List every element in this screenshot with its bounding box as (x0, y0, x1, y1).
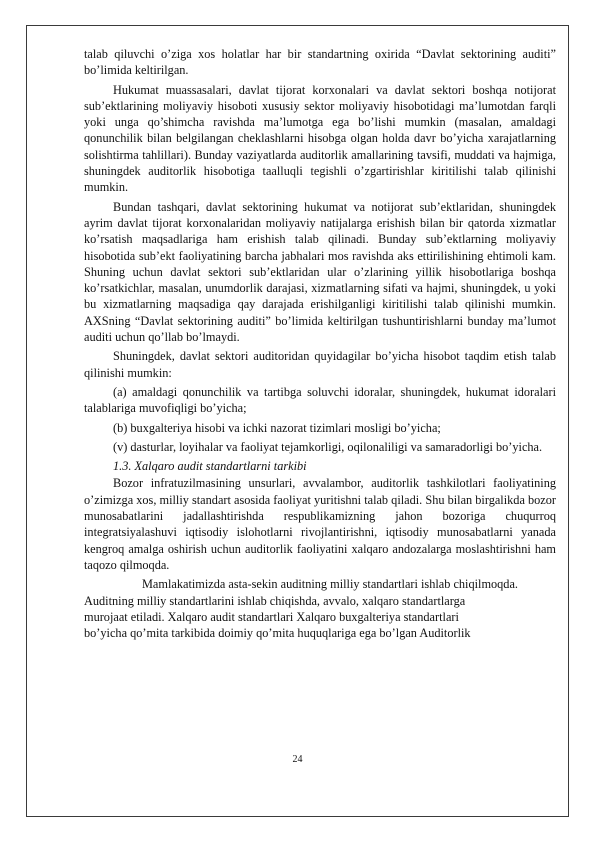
text-line: Mamlakatimizda asta-sekin auditning milliy standartlari ishlab chiqilmoqda. (142, 577, 518, 592)
paragraph-last (84, 576, 556, 641)
text-line: Auditning milliy standartlarini ishlab chiqishda, avvalo, xalqaro standartlarga (84, 593, 466, 608)
list-item-a: (a) amaldagi qonunchilik va tartibga soluvchi idoralar, shuningdek, hukumat idoralari talablariga muvofiqligi bo’yicha; (84, 384, 556, 416)
paragraph: Hukumat muassasalari, davlat tijorat korxonalari va davlat sektori boshqa notijorat sub’ektlarining moliyaviy hisoboti xususiy sektor moliyaviy hisobotidagi ma’lumotdan farqli yoki unga qo’shimcha ravishda ma’lumotga ega bo’lishi mumkin (masalan, amaldagi qonunchilik bilan belgilangan cheklashlarni hisobga olgan holda davr bo’yicha xarajatlarning solishtirma tahlillari). Bunday vaziyatlarda auditorlik amallarining tavsifi, muddati va hajmiga, shuningdek auditorlik hisobotiga taalluqli tegishli o’zgartirishlar kiritilishi talab qilinishi mumkin. (84, 82, 556, 195)
text-line: bo’yicha qo’mita tarkibida doimiy qo’mita huquqlariga ega bo’lgan Auditorlik (84, 626, 471, 641)
text-line: murojaat etiladi. Xalqaro audit standartlari Xalqaro buxgalteriya standartlari (84, 609, 459, 624)
paragraph-continued: talab qiluvchi o’ziga xos holatlar har bir standartning oxirida “Davlat sektorining auditi” bo’limida keltirilgan. (84, 47, 556, 78)
list-item-v: (v) dasturlar, loyihalar va faoliyat tejamkorligi, oqilonaliligi va samaradorligi bo’yicha. (113, 439, 543, 454)
page-number: 24 (292, 754, 303, 765)
paragraph: Bozor infratuzilmasining unsurlari, avvalambor, auditorlik tashkilotlari faoliyatining o’zimizga xos, milliy standart asosida faoliyat yuritishni talab qiladi. Shu bilan birgalikda bozor munosabatlarini jadallashtirishda respublikamizning jahon bozoriga chuqurroq integratsiyalashuvi iqtisodiy islohotlarni rivojlantirishni, iqtisodiy munosabatlarni yanada kengroq amalga oshirish uchun auditorlik faoliyatini xalqaro andozalarga moslashtirishni ham taqozo qilmoqda. (84, 476, 556, 572)
list-item-b: (b) buxgalteriya hisobi va ichki nazorat tizimlari mosligi bo’yicha; (113, 420, 441, 435)
document-body (84, 46, 556, 641)
section-heading: 1.3. Xalqaro audit standartlarni tarkibi (113, 459, 307, 474)
paragraph: Bundan tashqari, davlat sektorining hukumat va notijorat sub’ektlaridan, shuningdek ayrim davlat tijorat korxonalaridan moliyaviy natijalarga erishish bilan bir qatorda xizmatlar ko’rsatish maqsadlariga ham erishish talab qilinadi. Bunday sub’ektlarning moliyaviy hisobotida sub’ekt faoliyatining barcha jabhalari mos ravishda aks ettirilishining ehtimoli kam. Shuning uchun davlat sektori sub’ektlaridan ular o’zlarining yillik hisobotlariga boshqa ko’rsatkichlar, masalan, unumdorlik darajasi, xizmatlarning sifati va hajmi, shuningdek, u yoki bu xizmatlarning maqsadiga qay darajada erishilganligi kiritilishi talab qilinishi mumkin. AXSning “Davlat sektorining auditi” bo’limida keltirilgan tushuntirishlarni bunday ma’lumot auditi uchun qo’llab bo’lmaydi. (84, 199, 556, 345)
paragraph: Shuningdek, davlat sektori auditoridan quyidagilar bo’yicha hisobot taqdim etish talab qilinishi mumkin: (84, 349, 556, 380)
